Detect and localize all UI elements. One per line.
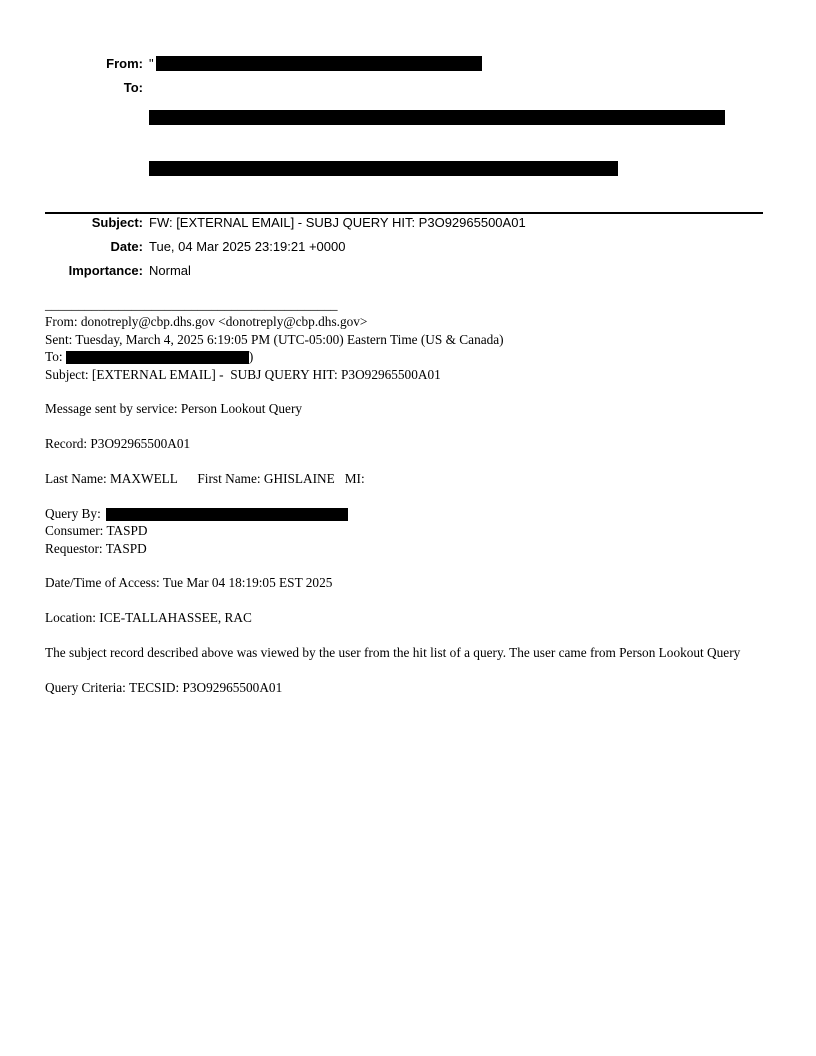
from-value-prefix: " bbox=[149, 56, 154, 71]
header-row-subject bbox=[45, 215, 745, 230]
location-line: Location: ICE-TALLAHASSEE, RAC bbox=[45, 610, 252, 626]
subject-value: FW: [EXTERNAL EMAIL] - SUBJ QUERY HIT: P3O92965500A01 bbox=[149, 215, 526, 230]
body-to-prefix: To: bbox=[45, 349, 66, 365]
service-line: Message sent by service: Person Lookout Query bbox=[45, 401, 303, 417]
body-to-line bbox=[45, 348, 763, 365]
redaction-bar bbox=[149, 110, 725, 125]
blank-line bbox=[45, 557, 763, 574]
to-value bbox=[149, 80, 725, 206]
redaction-bar bbox=[106, 508, 348, 521]
body-to-suffix: ) bbox=[248, 349, 254, 365]
query-by-line bbox=[45, 505, 763, 522]
importance-label: Importance: bbox=[68, 263, 143, 278]
email-header bbox=[45, 56, 745, 287]
email-body bbox=[45, 296, 763, 696]
summary-paragraph: The subject record described above was viewed by the user from the hit list of a query. The user came from Person Lookout Query bbox=[45, 645, 741, 661]
consumer-line: Consumer: TASPD bbox=[45, 523, 148, 539]
blank-line bbox=[45, 592, 763, 609]
header-row-from bbox=[45, 56, 745, 71]
requestor-line: Requestor: TASPD bbox=[45, 540, 147, 556]
header-row-to bbox=[45, 80, 745, 206]
record-line: Record: P3O92965500A01 bbox=[45, 436, 191, 452]
blank-line bbox=[45, 418, 763, 435]
query-by-prefix: Query By: bbox=[45, 505, 105, 521]
query-criteria-line: Query Criteria: TECSID: P3O92965500A01 bbox=[45, 679, 283, 695]
date-value: Tue, 04 Mar 2025 23:19:21 +0000 bbox=[149, 239, 346, 254]
blank-line bbox=[45, 383, 763, 400]
header-row-importance bbox=[45, 263, 745, 278]
date-label: Date: bbox=[110, 239, 143, 254]
body-subject-line: Subject: [EXTERNAL EMAIL] - SUBJ QUERY HIT: P3O92965500A01 bbox=[45, 366, 441, 382]
access-line: Date/Time of Access: Tue Mar 04 18:19:05 EST 2025 bbox=[45, 575, 333, 591]
body-sent-line: Sent: Tuesday, March 4, 2025 6:19:05 PM (UTC-05:00) Eastern Time (US & Canada) bbox=[45, 331, 504, 347]
header-row-date bbox=[45, 239, 745, 254]
body-from-line: From: donotreply@cbp.dhs.gov <donotreply@cbp.dhs.gov> bbox=[45, 314, 368, 330]
name-line: Last Name: MAXWELL First Name: GHISLAINE MI: bbox=[45, 471, 365, 487]
subject-label: Subject: bbox=[91, 215, 143, 230]
to-label: To: bbox=[123, 80, 143, 95]
blank-line bbox=[45, 453, 763, 470]
from-label: From: bbox=[106, 56, 143, 71]
from-value bbox=[149, 56, 482, 71]
redaction-bar bbox=[156, 56, 482, 71]
blank-line bbox=[45, 627, 763, 644]
header-divider-rule bbox=[45, 212, 763, 214]
importance-value: Normal bbox=[149, 263, 191, 278]
blank-line bbox=[45, 661, 763, 678]
redaction-bar bbox=[66, 351, 249, 364]
redaction-bar bbox=[149, 161, 618, 176]
quoted-message-divider: ____________________________________________ bbox=[45, 297, 338, 312]
blank-line bbox=[45, 487, 763, 504]
